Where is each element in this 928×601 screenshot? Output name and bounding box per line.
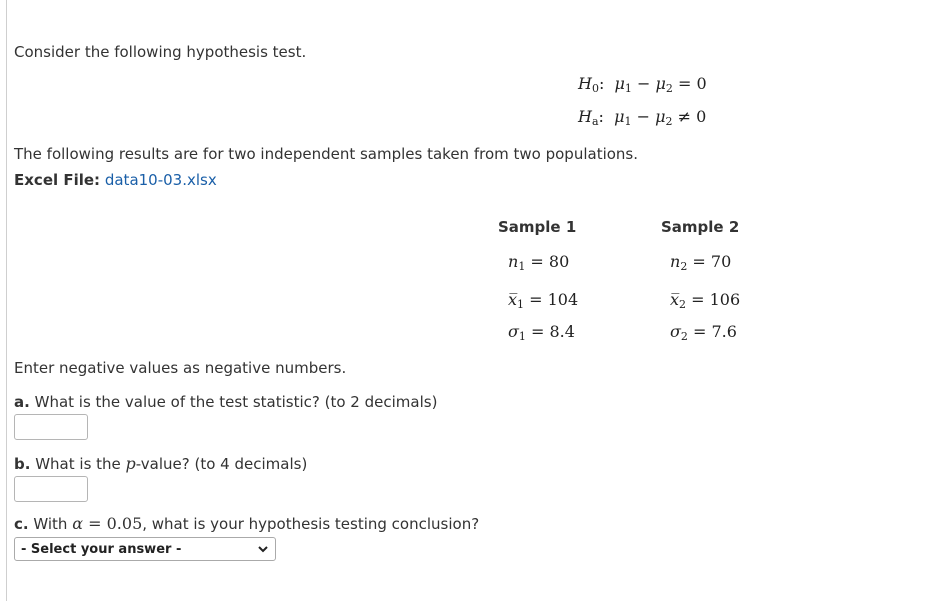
sigma-sub: 1 — [518, 330, 526, 343]
ha-value: 0 — [696, 107, 707, 126]
question-b-letter: b. — [14, 455, 31, 473]
p-value-input[interactable] — [14, 476, 88, 502]
alpha-value: 0.05 — [106, 514, 143, 533]
sigma2-value: 7.6 — [711, 322, 737, 341]
mu1-symbol: μ — [614, 107, 625, 126]
sample-2-sigma: $\sigma_2 = 7.6$ — [670, 322, 737, 343]
mu2-sub: 2 — [665, 82, 673, 95]
question-c-letter: c. — [14, 515, 29, 533]
h0-value: 0 — [696, 74, 707, 93]
p-symbol: p — [125, 454, 136, 473]
question-a-letter: a. — [14, 393, 30, 411]
results-text: The following results are for two independent samples taken from two populations. — [14, 145, 639, 163]
n-sub: 1 — [518, 260, 526, 273]
xbar-symbol: x̅ — [508, 290, 518, 309]
n2-value: 70 — [710, 252, 732, 271]
question-b-text-after: -value? (to 4 decimals) — [135, 455, 308, 473]
minus-sign: − — [636, 107, 650, 126]
sigma-symbol: σ — [508, 322, 519, 341]
xbar-sub: 1 — [517, 298, 525, 311]
conclusion-select-value: - Select your answer - — [21, 542, 182, 557]
h0-sub: 0 — [591, 82, 599, 95]
sample-2-mean: $x̅_2 = 106$ — [670, 290, 741, 311]
alpha-symbol: α — [72, 514, 84, 533]
sigma-sub: 2 — [680, 330, 688, 343]
mu1-symbol: μ — [614, 74, 625, 93]
excel-file-label: Excel File: — [14, 171, 101, 189]
intro-text: Consider the following hypothesis test. — [14, 43, 307, 61]
mu1-sub: 1 — [624, 115, 632, 128]
alternative-hypothesis: $H_a$: $\mu_1 - \mu_2 \ne 0$ — [578, 107, 707, 128]
xbar1-value: 104 — [547, 290, 579, 309]
test-statistic-input[interactable] — [14, 414, 88, 440]
question-b-text-before: What is the — [35, 455, 121, 473]
excel-file-line — [14, 171, 217, 189]
xbar-sub: 2 — [679, 298, 687, 311]
chevron-down-icon — [257, 543, 269, 555]
mu2-symbol: μ — [655, 107, 666, 126]
n-symbol: n — [508, 252, 519, 271]
sigma-symbol: σ — [670, 322, 681, 341]
mu1-sub: 1 — [624, 82, 632, 95]
xbar-symbol: x̅ — [670, 290, 680, 309]
instruction-text: Enter negative values as negative numbers. — [14, 359, 347, 377]
conclusion-select[interactable] — [14, 537, 276, 561]
sample-2-header: Sample 2 — [661, 218, 740, 236]
question-c — [14, 514, 479, 533]
excel-file-link[interactable]: data10-03.xlsx — [104, 171, 217, 189]
question-a-text: What is the value of the test statistic? (to 2 decimals) — [34, 393, 438, 411]
alpha-expression — [72, 514, 142, 533]
sample-1-header: Sample 1 — [498, 218, 577, 236]
null-hypothesis: $H_0$: $\mu_1 - \mu_2 = 0$ — [578, 74, 707, 95]
equals-sign: = — [678, 74, 692, 93]
n-symbol: n — [670, 252, 681, 271]
n1-value: 80 — [548, 252, 570, 271]
ha-sub: a — [591, 115, 599, 128]
h0-symbol: H — [578, 74, 592, 93]
n-sub: 2 — [680, 260, 688, 273]
alpha-equals: = — [88, 514, 102, 533]
sample-1-mean: $x̅_1 = 104$ — [508, 290, 579, 311]
mu2-sub: 2 — [665, 115, 673, 128]
sample-1-sigma: $\sigma_1 = 8.4$ — [508, 322, 575, 343]
question-c-with: With — [33, 515, 68, 533]
mu2-symbol: μ — [655, 74, 666, 93]
sigma1-value: 8.4 — [549, 322, 575, 341]
sample-2-n: $n_2 = 70$ — [670, 252, 732, 273]
question-a — [14, 393, 437, 411]
question-b — [14, 454, 307, 473]
ha-symbol: H — [578, 107, 592, 126]
sample-1-n: $n_1 = 80$ — [508, 252, 570, 273]
question-c-text-after: , what is your hypothesis testing conclusion? — [142, 515, 480, 533]
xbar2-value: 106 — [709, 290, 741, 309]
minus-sign: − — [637, 74, 651, 93]
question-panel — [6, 0, 926, 601]
not-equals-sign: ≠ — [677, 107, 691, 126]
